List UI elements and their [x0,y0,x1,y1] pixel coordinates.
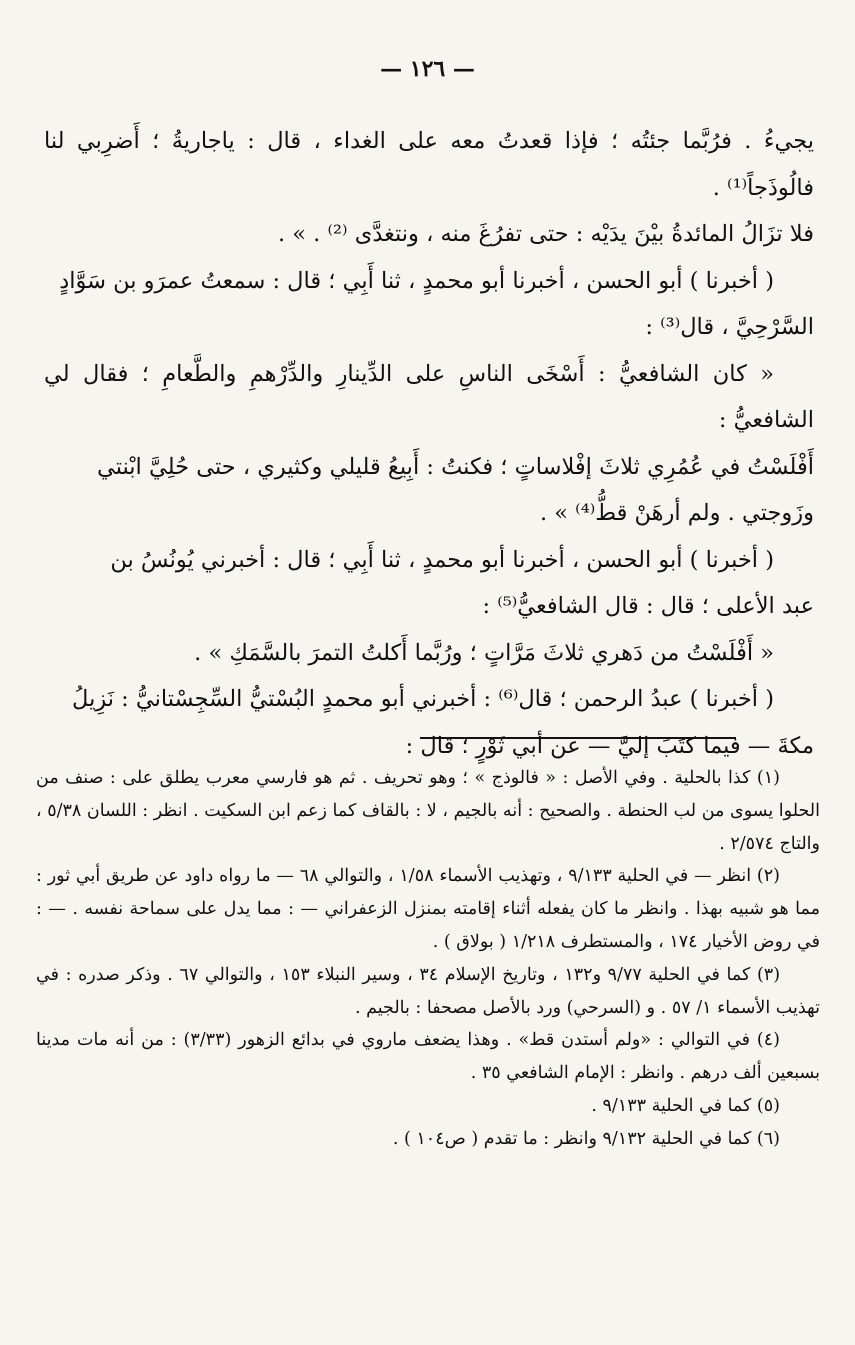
text-line: أَفْلَسْتُ في عُمُرِي ثلاثَ إفْلاساتٍ ؛ فكنتُ : أَبِيعُ قليلي وكثيري ، حتى حُلِيَّ ابْنتي [96,453,814,480]
footnote: (٦) كما في الحلية ٩/١٣٢ وانظر : ما تقدم ( ص١٠٤ ) . [392,1128,780,1149]
footnotes [36,762,820,1156]
footnote: (٣) كما في الحلية ٩/٧٧ و١٣٢ ، وتاريخ الإسلام ٣٤ ، وسير النبلاء ١٥٣ ، والتوالي ٦٧ . وذكر صدره : في تهذيب الأسماء ١/ ٥٧ . و (السرحي) ورد بالأصل مصحفا : بالجيم . [36,964,820,1018]
text-line: ( أخبرنا ) أبو الحسن ، أخبرنا أبو محمدٍ ، ثنا أَبِي ؛ قال : أخبرني يُونُسُ بن [110,546,774,573]
text-line: فلا تزَالُ المائدةُ بيْنَ يدَيْه : حتى تفرُغَ منه ، ونتغدَّى ⁽²⁾ . » . [277,221,814,247]
text-line: يجيءُ . فرُبَّما جئتُه ؛ فإذا قعدتُ معه على الغداء ، قال : ياجاريةُ ؛ أَضرِبي لنا فالُوذَجاً⁽¹⁾ . [44,128,814,201]
footnote-divider [420,737,736,739]
text-line: عبد الأعلى ؛ قال : قال الشافعيُّ⁽⁵⁾ : [482,593,814,619]
text-line: ( أخبرنا ) عبدُ الرحمن ؛ قال⁽⁶⁾ : أخبرني أبو محمدٍ البُسْتيُّ السِّجِسْتانيُّ : نَزِيلُ [72,686,774,712]
text-line: « أَفْلَسْتُ من دَهري ثلاثَ مَرَّاتٍ ؛ ورُبَّما أَكلتُ التمرَ بالسَّمَكِ » . [194,639,774,666]
footnote: (٤) في التوالي : «ولم أستدن قط» . وهذا يضعف ماروي في بدائع الزهور (٣/٣٣) : من أنه مات مدينا بسبعين ألف درهم . وانظر : الإمام الشافعي ٣٥ . [36,1030,820,1084]
footnote: (٥) كما في الحلية ٩/١٣٣ . [591,1095,780,1116]
page-number: — ١٢٦ — [380,56,475,82]
text-line: وزَوجتي . ولم أرهَنْ قطُّ⁽⁴⁾ » . [539,500,814,526]
text-line: مكةَ — فيما كتَبَ إليَّ — عن أبي ثَوْرٍ ؛ قال : [405,732,814,759]
main-text [44,118,814,769]
footnote: (١) كذا بالحلية . وفي الأصل : « فالوذج » ؛ وهو تحريف . ثم هو فارسي معرب يطلق على : صنف من الحلوا يسوى من لب الحنطة . والصحيح : أنه بالجيم ، لا : بالقاف كما زعم ابن السكيت . انظر : اللسان ٥/٣٨ ، والتاج ٢/٥٧٤ . [36,768,820,854]
text-line: « كان الشافعيُّ : أَسْخَى الناسِ على الدِّينارِ والدِّرْهمِ والطَّعامِ ؛ فقال لي الشافعيُّ : [44,360,814,433]
text-line: السَّرْحِيَّ ، قال⁽³⁾ : [645,314,814,340]
text-line: ( أخبرنا ) أبو الحسن ، أخبرنا أبو محمدٍ ، ثنا أَبِي ؛ قال : سمعتُ عمرَو بن سَوَّادٍ [59,267,774,294]
footnote: (٢) انظر — في الحلية ٩/١٣٣ ، وتهذيب الأسماء ١/٥٨ ، والتوالي ٦٨ — ما رواه داود عن طريق أبي ثور : مما هو شبيه بهذا . وانظر ما كان يفعله أثناء إقامته بمنزل الزعفراني — : مما يدل على سماحة نفسه . — : في روض الأخيار ١٧٤ ، والمستطرف ١/٢١٨ ( بولاق ) . [36,866,820,952]
